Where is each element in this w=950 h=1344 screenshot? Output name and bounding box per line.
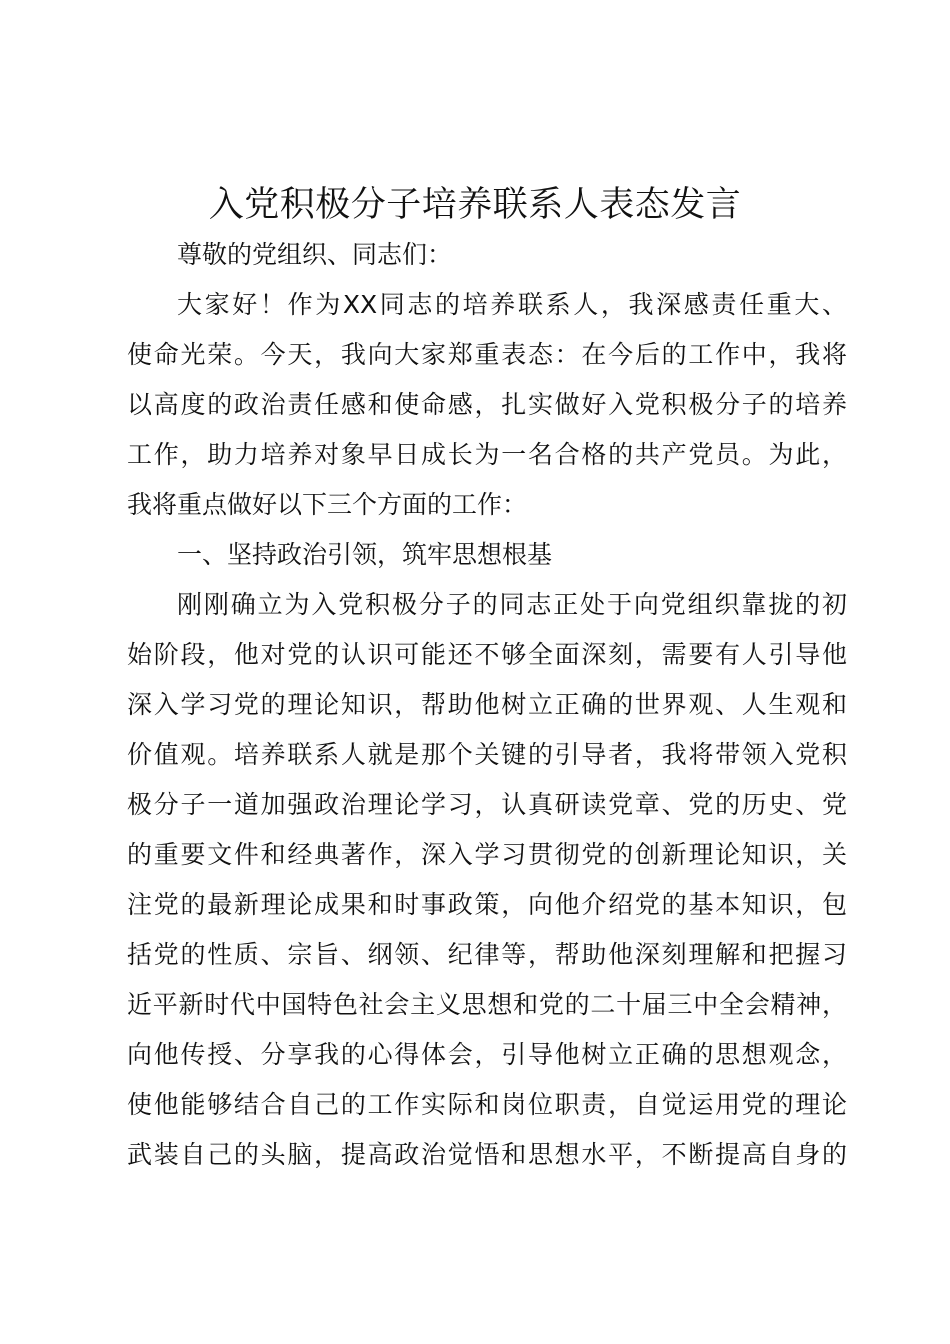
paragraph-line: 刚刚确立为入党积极分子的同志正处于向党组织靠拢的初 xyxy=(177,590,847,619)
paragraph-line: 向他传授、分享我的心得体会，引导他树立正确的思想观念， xyxy=(127,1040,847,1069)
paragraph-line: 括党的性质、宗旨、纲领、纪律等，帮助他深刻理解和把握习 xyxy=(127,940,847,969)
paragraph-line: 使他能够结合自己的工作实际和岗位职责，自觉运用党的理论 xyxy=(127,1090,847,1119)
paragraph-line: 注党的最新理论成果和时事政策，向他介绍党的基本知识，包 xyxy=(127,890,847,919)
paragraph-line: 以高度的政治责任感和使命感，扎实做好入党积极分子的培养 xyxy=(127,390,847,419)
paragraph-line: 的重要文件和经典著作，深入学习贯彻党的创新理论知识，关 xyxy=(127,840,847,869)
paragraph-line: 我将重点做好以下三个方面的工作： xyxy=(127,490,528,519)
paragraph-line: 极分子一道加强政治理论学习，认真研读党章、党的历史、党 xyxy=(127,790,847,819)
paragraph-line: 始阶段，他对党的认识可能还不够全面深刻，需要有人引导他 xyxy=(127,640,847,669)
document-title: 入党积极分子培养联系人表态发言 xyxy=(208,185,742,225)
paragraph-line: 近平新时代中国特色社会主义思想和党的二十届三中全会精神， xyxy=(127,990,847,1019)
paragraph-line: 工作，助力培养对象早日成长为一名合格的共产党员。为此， xyxy=(127,440,847,469)
salutation: 尊敬的党组织、同志们： xyxy=(177,240,453,269)
paragraph-line: 武装自己的头脑，提高政治觉悟和思想水平，不断提高自身的 xyxy=(127,1140,847,1169)
paragraph-line: 价值观。培养联系人就是那个关键的引导者，我将带领入党积 xyxy=(127,740,847,769)
paragraph-line: 大家好！作为XX同志的培养联系人，我深感责任重大、 xyxy=(177,290,847,319)
section-heading: 一、坚持政治引领，筑牢思想根基 xyxy=(177,540,553,569)
paragraph-line: 使命光荣。今天，我向大家郑重表态：在今后的工作中，我将 xyxy=(127,340,847,369)
paragraph-line: 深入学习党的理论知识，帮助他树立正确的世界观、人生观和 xyxy=(127,690,847,719)
